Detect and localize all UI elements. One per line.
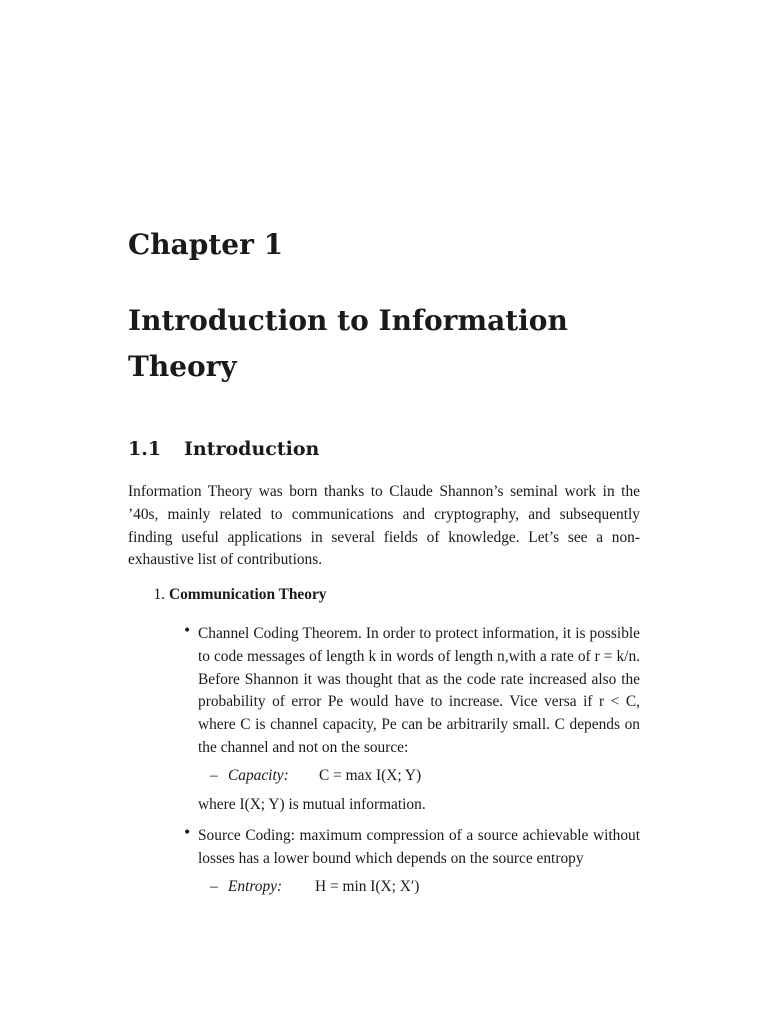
bullet-channel-coding-text: Channel Coding Theorem. In order to protect information, it is possible to code messages of length k in words of length n,with a rate of r = k/n. Before Shannon it was thought that as the code rate increased also the probability of error Pe would have to increase. Vice versa if r < C, where C is channel capacity, Pe can be arbitrarily small. C depends on the channel and not on the source: xyxy=(198,625,640,756)
entropy-formula: H = min I(X; X′) xyxy=(315,878,420,895)
dash-icon: – xyxy=(210,878,218,895)
chapter-label: Chapter 1 xyxy=(128,228,284,261)
list-item-title: Communication Theory xyxy=(169,586,327,603)
chapter-title: Introduction to Information Theory xyxy=(128,304,568,383)
entropy-formula-row xyxy=(210,878,419,896)
entropy-label: Entropy: xyxy=(228,878,283,895)
bullet-channel-coding xyxy=(183,623,640,760)
list-item-number: 1. xyxy=(153,586,165,603)
bullet-source-coding-text: Source Coding: maximum compression of a source achievable without losses has a lower bound which depends on the source entropy xyxy=(198,827,640,867)
bullet-icon: • xyxy=(183,825,192,841)
section-heading xyxy=(128,438,319,460)
mutual-information-note: where I(X; Y) is mutual information. xyxy=(198,796,426,813)
capacity-label: Capacity: xyxy=(228,767,289,784)
section-title: Introduction xyxy=(184,438,320,460)
dash-icon: – xyxy=(210,767,218,784)
intro-paragraph: Information Theory was born thanks to Claude Shannon’s seminal work in the ’40s, mainly related to communications and cryptography, and subsequently finding useful applications in several fields of knowledge. Let’s see a non-exhaustive list of contributions. xyxy=(128,483,640,569)
bullet-source-coding xyxy=(183,825,640,871)
bullet-icon: • xyxy=(183,623,192,639)
list-item-communication-theory xyxy=(128,586,326,604)
capacity-formula: C = max I(X; Y) xyxy=(319,767,422,784)
section-number: 1.1 xyxy=(128,438,162,460)
capacity-formula-row xyxy=(210,767,421,785)
